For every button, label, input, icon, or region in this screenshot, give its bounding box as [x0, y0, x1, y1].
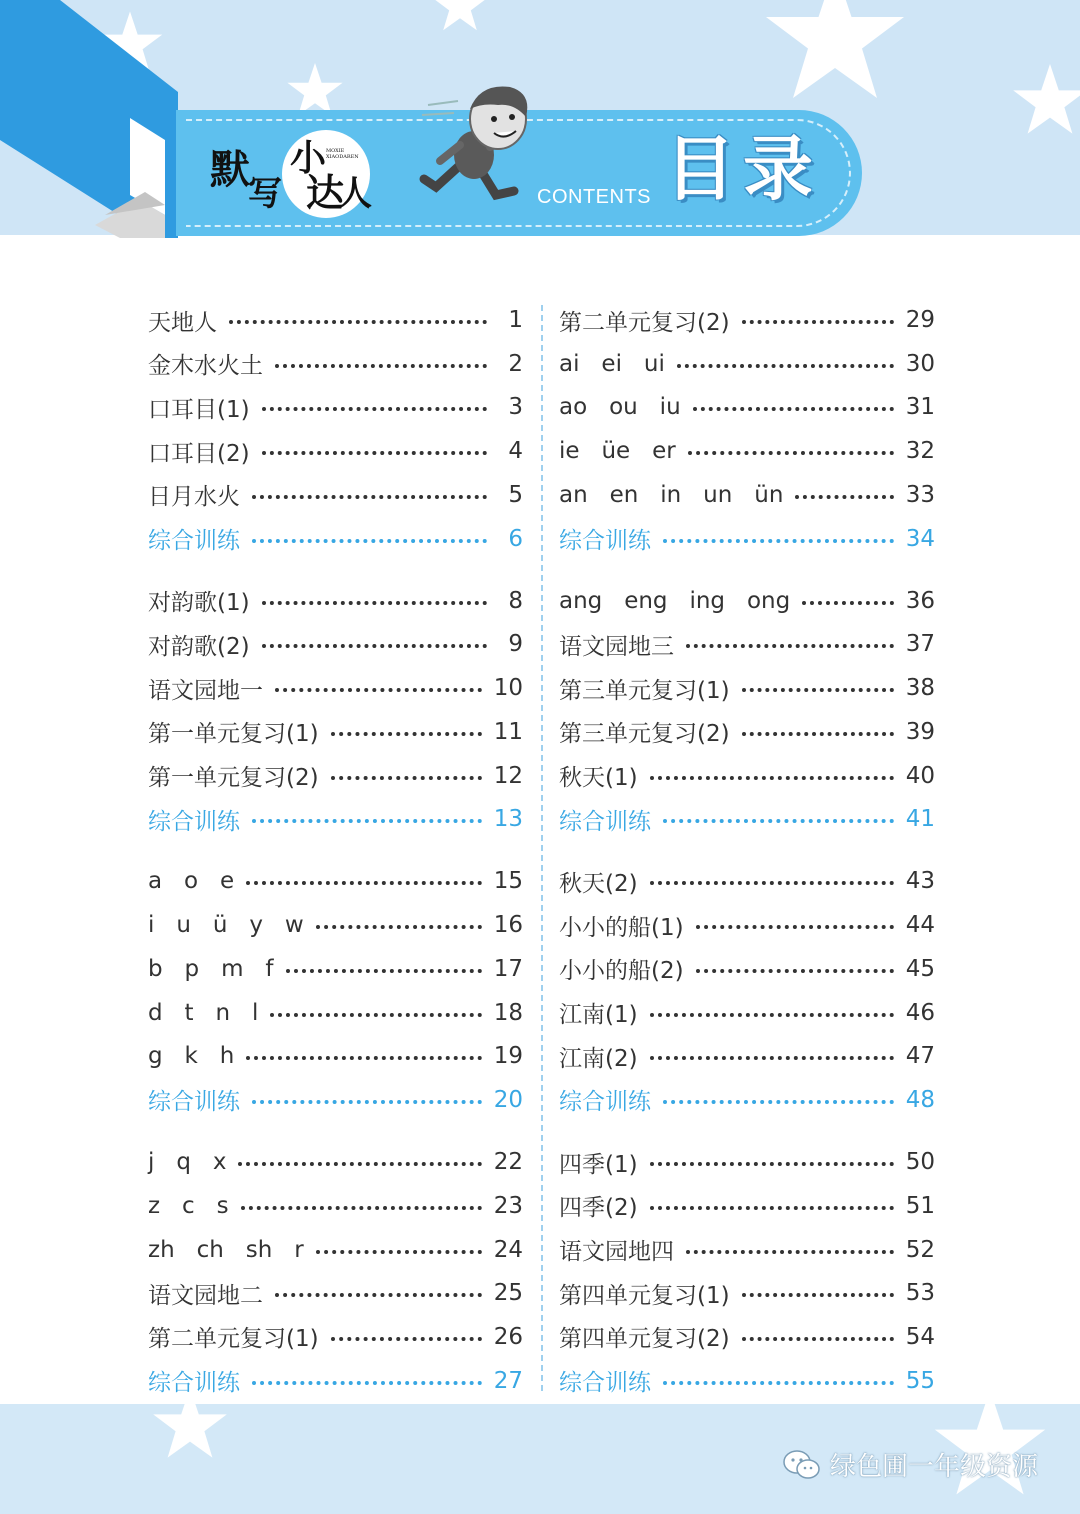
contents-title-zh: 目录: [665, 128, 821, 210]
toc-entry-title: 四季(2): [559, 1195, 638, 1222]
toc-entry: [148, 1230, 523, 1270]
toc-entry-title: 秋天(1): [559, 765, 638, 791]
toc-page-number: 45: [905, 955, 935, 982]
toc-entry-title: 口耳目(1): [148, 396, 250, 423]
toc-page-number: 12: [493, 762, 523, 789]
toc-leader-dots: [742, 1337, 894, 1341]
toc-page-number: 32: [905, 438, 935, 465]
toc-leader-dots: [677, 364, 894, 368]
toc-page-number: 8: [508, 587, 523, 614]
toc-entry: [148, 1273, 523, 1313]
toc-entry-title: 四季(1): [559, 1151, 638, 1178]
toc-entry: [148, 668, 523, 708]
toc-entry-title: z c s: [148, 1192, 229, 1219]
logo-small-text: MOXIE XIAODAREN: [326, 148, 359, 160]
toc-leader-dots: [650, 1206, 894, 1210]
toc-leader-dots: [663, 1100, 894, 1104]
toc-entry-title: ang eng ing ong: [559, 587, 791, 614]
toc-entry-title: a o e: [148, 868, 235, 895]
toc-entry: [148, 624, 523, 664]
toc-entry-title: i u ü y w: [148, 912, 304, 939]
toc-leader-dots: [270, 1013, 481, 1017]
toc-entry-title: 综合训练: [559, 808, 651, 835]
toc-entry-title: 江南(1): [559, 1002, 638, 1028]
toc-entry-title: 第一单元复习(2): [148, 765, 319, 791]
toc-entry: [559, 344, 935, 384]
toc-entry-title: j q x: [148, 1149, 227, 1176]
toc-page-number: 19: [493, 1043, 523, 1070]
toc-entry: [559, 949, 935, 989]
toc-leader-dots: [331, 732, 482, 736]
toc-leader-dots: [686, 1250, 894, 1254]
toc-entry: [148, 519, 523, 559]
contents-label-en: CONTENTS: [537, 186, 651, 208]
logo-char: 人: [338, 174, 372, 214]
toc-entry: [559, 300, 935, 340]
toc-leader-dots: [663, 1381, 894, 1385]
toc-entry-title: 江南(2): [559, 1045, 638, 1072]
toc-page-number: 25: [493, 1280, 523, 1307]
toc-page-number: 53: [905, 1280, 935, 1307]
toc-entry: [148, 431, 523, 471]
toc-page-number: 40: [905, 762, 935, 789]
toc-entry: [148, 1036, 523, 1076]
toc-entry-title: 第二单元复习(1): [148, 1326, 319, 1353]
toc-entry: [148, 475, 523, 515]
toc-entry: [148, 861, 523, 901]
toc-page-number: 6: [508, 525, 523, 552]
banner-ribbon: [0, 0, 200, 250]
toc-leader-dots: [252, 1100, 482, 1104]
toc-entry-title: zh ch sh r: [148, 1236, 304, 1263]
toc-page-number: 54: [905, 1323, 935, 1350]
star-icon: [760, 0, 910, 110]
toc-entry: [559, 712, 935, 752]
star-icon: [150, 1404, 230, 1464]
toc-leader-dots: [742, 1293, 894, 1297]
toc-leader-dots: [246, 1056, 481, 1060]
toc-entry: [148, 581, 523, 621]
toc-leader-dots: [663, 819, 894, 823]
toc-page-number: 1: [508, 307, 523, 333]
running-boy-illustration: [410, 75, 540, 215]
toc-page-number: 20: [493, 1086, 523, 1113]
toc-page-number: 10: [493, 675, 523, 702]
toc-entry: [148, 1317, 523, 1357]
toc-leader-dots: [262, 644, 487, 648]
toc-page-number: 50: [905, 1149, 935, 1176]
toc-page-number: 27: [493, 1367, 523, 1394]
toc-entry-title: 口耳目(2): [148, 440, 250, 467]
toc-leader-dots: [252, 819, 482, 823]
toc-entry-title: 综合训练: [148, 1089, 240, 1116]
toc-entry: [559, 1186, 935, 1226]
toc-entry-title: 综合训练: [148, 808, 240, 835]
toc-entry: [148, 1080, 523, 1120]
toc-page-number: 15: [493, 868, 523, 895]
toc-leader-dots: [742, 320, 894, 324]
toc-leader-dots: [795, 495, 893, 499]
toc-leader-dots: [688, 451, 894, 455]
toc-entry: [559, 861, 935, 901]
toc-entry-title: 语文园地四: [559, 1239, 674, 1265]
toc-entry: [148, 949, 523, 989]
toc-leader-dots: [252, 495, 487, 499]
toc-page-number: 18: [493, 999, 523, 1026]
toc-page-number: 17: [493, 955, 523, 982]
toc-page-number: 38: [905, 675, 935, 702]
toc-leader-dots: [241, 1206, 482, 1210]
toc-leader-dots: [316, 925, 482, 929]
toc-leader-dots: [650, 1013, 894, 1017]
toc-leader-dots: [696, 969, 894, 973]
toc-entry: [148, 799, 523, 839]
toc-entry: [148, 1361, 523, 1401]
star-icon: [1010, 60, 1080, 140]
toc-entry: [559, 756, 935, 796]
toc-leader-dots: [238, 1162, 481, 1166]
toc-entry-title: ai ei ui: [559, 350, 665, 377]
toc-entry: [559, 624, 935, 664]
toc-page-number: 23: [493, 1192, 523, 1219]
toc-entry-title: g k h: [148, 1043, 235, 1070]
toc-page-number: 5: [508, 481, 523, 508]
logo-char: 小: [290, 137, 327, 179]
toc-page-number: 33: [905, 481, 935, 508]
toc-entry-title: 金木水火土: [148, 353, 263, 380]
toc-leader-dots: [262, 407, 487, 411]
toc-entry-title: 语文园地三: [559, 633, 674, 660]
toc-leader-dots: [229, 320, 487, 324]
toc-page-number: 29: [905, 307, 935, 333]
toc-entry-title: ie üe er: [559, 438, 676, 465]
toc-entry-title: 对韵歌(2): [148, 633, 250, 660]
toc-page-number: 41: [905, 806, 935, 833]
toc-page-number: 36: [905, 587, 935, 614]
toc-entry: [148, 905, 523, 945]
toc-page-number: 31: [905, 394, 935, 421]
toc-entry: [559, 1317, 935, 1357]
toc-leader-dots: [246, 881, 482, 885]
toc-page-number: 3: [508, 394, 523, 421]
toc-entry: [559, 475, 935, 515]
toc-leader-dots: [650, 776, 894, 780]
toc-page-number: 34: [905, 525, 935, 552]
toc-entry: [559, 993, 935, 1033]
toc-entry: [559, 905, 935, 945]
toc-leader-dots: [650, 1056, 894, 1060]
toc-page-number: 26: [493, 1323, 523, 1350]
toc-leader-dots: [802, 601, 894, 605]
toc-entry-title: 秋天(2): [559, 870, 638, 897]
toc-entry-title: 综合训练: [559, 528, 651, 554]
toc-entry-title: 综合训练: [559, 1370, 651, 1397]
toc-page-number: 37: [905, 631, 935, 658]
toc-page-number: 30: [905, 350, 935, 377]
toc-entry: [148, 300, 523, 340]
toc-entry-title: b p m f: [148, 955, 274, 982]
toc-entry-title: 第四单元复习(2): [559, 1326, 730, 1353]
toc-entry-title: 第三单元复习(1): [559, 677, 730, 704]
watermark: [782, 1446, 1038, 1483]
toc-leader-dots: [696, 925, 894, 929]
toc-entry: [148, 712, 523, 752]
toc-entry-title: 第四单元复习(1): [559, 1282, 730, 1309]
column-divider: [541, 305, 543, 1391]
toc-page-number: 48: [905, 1086, 935, 1113]
toc-entry-title: 对韵歌(1): [148, 590, 250, 617]
toc-leader-dots: [650, 1162, 894, 1166]
toc-entry: [559, 1142, 935, 1182]
toc-entry-title: 第二单元复习(2): [559, 309, 730, 336]
logo-char: 达: [306, 170, 345, 215]
toc-leader-dots: [252, 1381, 482, 1385]
toc-entry-title: 日月水火: [148, 484, 240, 511]
toc-entry-title: 语文园地一: [148, 677, 263, 704]
toc-leader-dots: [286, 969, 482, 973]
toc-entry: [559, 1080, 935, 1120]
toc-leader-dots: [316, 1250, 482, 1254]
toc-entry: [559, 1361, 935, 1401]
toc-entry: [559, 1273, 935, 1313]
logo-char: 默: [210, 146, 250, 193]
toc-entry-title: an en in un ün: [559, 481, 784, 508]
toc-entry: [559, 581, 935, 621]
toc-entry: [559, 387, 935, 427]
watermark-text: 绿色圃一年级资源: [830, 1452, 1039, 1482]
toc-page-number: 22: [493, 1149, 523, 1176]
toc-entry: [148, 993, 523, 1033]
toc-entry-title: ao ou iu: [559, 394, 681, 421]
toc-entry-title: 综合训练: [148, 1370, 240, 1397]
toc-leader-dots: [742, 688, 894, 692]
toc-entry: [148, 1142, 523, 1182]
toc-entry-title: 小小的船(2): [559, 958, 684, 985]
toc-entry-title: 第一单元复习(1): [148, 721, 319, 748]
toc-entry-title: 第三单元复习(2): [559, 721, 730, 748]
toc-leader-dots: [331, 1337, 482, 1341]
toc-leader-dots: [275, 1293, 482, 1297]
toc-page-number: 51: [905, 1192, 935, 1219]
toc-entry: [148, 1186, 523, 1226]
toc-entry-title: 天地人: [148, 309, 217, 336]
toc-leader-dots: [686, 644, 894, 648]
toc-entry-title: 语文园地二: [148, 1282, 263, 1309]
toc-page-number: 24: [493, 1236, 523, 1263]
toc-leader-dots: [275, 688, 482, 692]
toc-entry: [559, 1036, 935, 1076]
toc-page-number: 11: [493, 718, 523, 745]
toc-entry-title: 综合训练: [148, 528, 240, 554]
toc-page-number: 55: [905, 1367, 935, 1394]
toc-page-number: 46: [905, 999, 935, 1026]
toc-leader-dots: [742, 732, 894, 736]
toc-leader-dots: [331, 776, 482, 780]
star-icon: [430, 0, 490, 35]
toc-leader-dots: [650, 881, 894, 885]
toc-leader-dots: [262, 451, 487, 455]
toc-page-number: 9: [508, 631, 523, 658]
toc-entry-title: d t n l: [148, 999, 259, 1026]
toc-entry: [559, 519, 935, 559]
toc-page-number: 16: [493, 912, 523, 939]
toc-page-number: 52: [905, 1236, 935, 1263]
toc-entry: [148, 344, 523, 384]
toc-leader-dots: [262, 601, 487, 605]
toc-page-number: 43: [905, 868, 935, 895]
toc-entry: [148, 756, 523, 796]
toc-leader-dots: [693, 407, 894, 411]
toc-entry: [559, 799, 935, 839]
toc-leader-dots: [252, 539, 487, 543]
toc-page-number: 44: [905, 912, 935, 939]
wechat-icon: [782, 1448, 822, 1482]
toc-entry: [559, 668, 935, 708]
toc-entry: [559, 431, 935, 471]
toc-page-number: 4: [508, 438, 523, 465]
toc-entry: [559, 1230, 935, 1270]
toc-leader-dots: [275, 364, 487, 368]
logo-char: 写: [248, 174, 282, 214]
toc-page-number: 2: [508, 350, 523, 377]
toc-page-number: 47: [905, 1043, 935, 1070]
toc-entry: [148, 387, 523, 427]
toc-entry-title: 综合训练: [559, 1089, 651, 1116]
toc-leader-dots: [663, 539, 894, 543]
toc-page-number: 13: [493, 806, 523, 833]
toc-entry-title: 小小的船(1): [559, 914, 684, 941]
toc-page-number: 39: [905, 718, 935, 745]
